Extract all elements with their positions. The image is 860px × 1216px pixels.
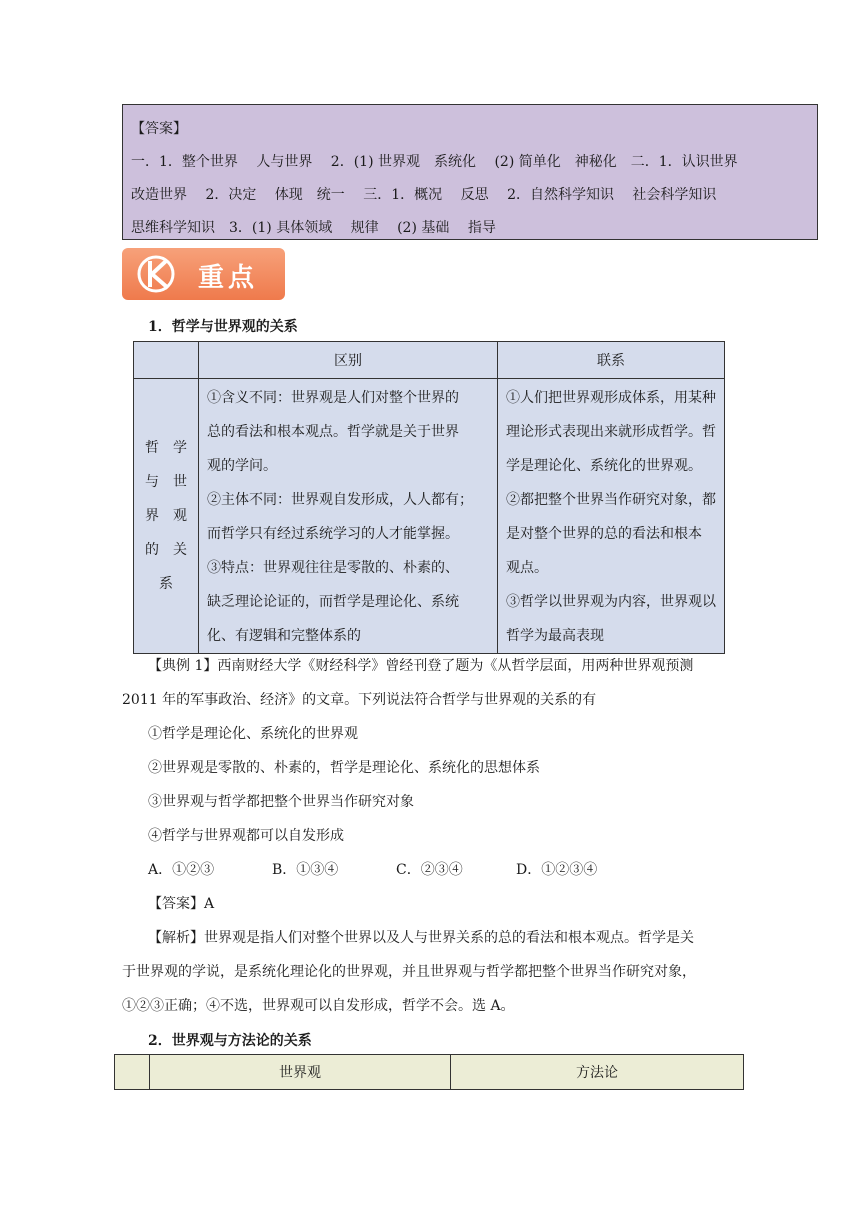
answer-label: 【答案】 [131, 121, 187, 137]
row-label-line: 系 [159, 576, 173, 592]
option-a: A．①②③ [148, 862, 215, 878]
table2-header-empty [115, 1055, 150, 1090]
link-line: ②都把整个世界当作研究对象，都 [506, 492, 716, 508]
diff-line: 化、有逻辑和完整体系的 [207, 628, 361, 644]
diff-line: ②主体不同：世界观自发形成，人人都有； [207, 492, 473, 508]
option-c: C．②③④ [396, 862, 463, 878]
link-line: ①人们把世界观形成体系，用某种 [506, 390, 716, 406]
link-line: 观点。 [506, 560, 548, 576]
diff-line: ①含义不同：世界观是人们对整个世界的 [207, 390, 459, 406]
row-label-line: 界 观 [145, 508, 187, 524]
example-answer: 【答案】A [148, 896, 215, 912]
diff-line: ③特点：世界观往往是零散的、朴素的、 [207, 560, 459, 576]
example-item-3: ③世界观与哲学都把整个世界当作研究对象 [148, 794, 414, 810]
link-line: 是对整个世界的总的看法和根本 [506, 526, 702, 542]
analysis-line-1: 【解析】世界观是指人们对整个世界以及人与世界关系的总的看法和根本观点。哲学是关 [148, 930, 694, 946]
worldview-methodology-table [114, 1054, 744, 1090]
philosophy-worldview-table [133, 341, 725, 654]
option-b: B．①③④ [272, 862, 339, 878]
diff-cell [199, 379, 498, 654]
key-point-badge [122, 248, 285, 300]
answer-box [122, 104, 818, 240]
table-header-link: 联系 [498, 342, 725, 379]
row-label-line: 与 世 [145, 474, 187, 490]
diff-line: 观的学问。 [207, 458, 277, 474]
section2-title: 2．世界观与方法论的关系 [148, 1033, 312, 1049]
analysis-line-2: 于世界观的学说，是系统化理论化的世界观，并且世界观与哲学都把整个世界当作研究对象， [122, 964, 696, 980]
link-line: ③哲学以世界观为内容，世界观以 [506, 594, 716, 610]
diff-line: 总的看法和根本观点。哲学就是关于世界 [207, 424, 459, 440]
table-header-empty [134, 342, 199, 379]
row-label [134, 379, 199, 654]
link-cell [498, 379, 725, 654]
diff-line: 缺乏理论论证的，而哲学是理论化、系统 [207, 594, 459, 610]
diff-line: 而哲学只有经过系统学习的人才能掌握。 [207, 526, 459, 542]
answer-line-2: 改造世界 2．决定 体现 统一 三．1．概况 反思 2．自然科学知识 社会科学知识 [131, 187, 717, 203]
k-logo-icon [136, 254, 176, 294]
option-d: D．①②③④ [516, 862, 598, 878]
row-label-line: 的 关 [145, 542, 187, 558]
example-item-4: ④哲学与世界观都可以自发形成 [148, 828, 344, 844]
example-item-2: ②世界观是零散的、朴素的，哲学是理论化、系统化的思想体系 [148, 760, 540, 776]
table-header-row [134, 342, 725, 379]
analysis-line-3: ①②③正确；④不选，世界观可以自发形成，哲学不会。选 A。 [122, 998, 515, 1014]
link-line: 哲学为最高表现 [506, 628, 604, 644]
table-header-row [115, 1055, 744, 1090]
table-header-diff: 区别 [199, 342, 498, 379]
link-line: 学是理论化、系统化的世界观。 [506, 458, 702, 474]
example-stem-line-1: 【典例 1】西南财经大学《财经科学》曾经刊登了题为《从哲学层面，用两种世界观预测 [148, 658, 694, 674]
example-stem-line-2: 2011 年的军事政治、经济》的文章。下列说法符合哲学与世界观的关系的有 [122, 692, 597, 708]
table-row [134, 379, 725, 654]
link-line: 理论形式表现出来就形成哲学。哲 [506, 424, 716, 440]
answer-line-3: 思维科学知识 3．(1) 具体领域 规律 (2) 基础 指导 [131, 220, 496, 236]
example-item-1: ①哲学是理论化、系统化的世界观 [148, 726, 358, 742]
answer-line-1: 一．1．整个世界 人与世界 2．(1) 世界观 系统化 (2) 简单化 神秘化 二．1．认识世界 [131, 154, 738, 170]
badge-label: 重点 [198, 263, 259, 293]
section1-title: 1．哲学与世界观的关系 [148, 319, 298, 335]
table2-header-methodology: 方法论 [451, 1055, 744, 1090]
table2-header-worldview: 世界观 [150, 1055, 451, 1090]
row-label-line: 哲 学 [145, 440, 187, 456]
